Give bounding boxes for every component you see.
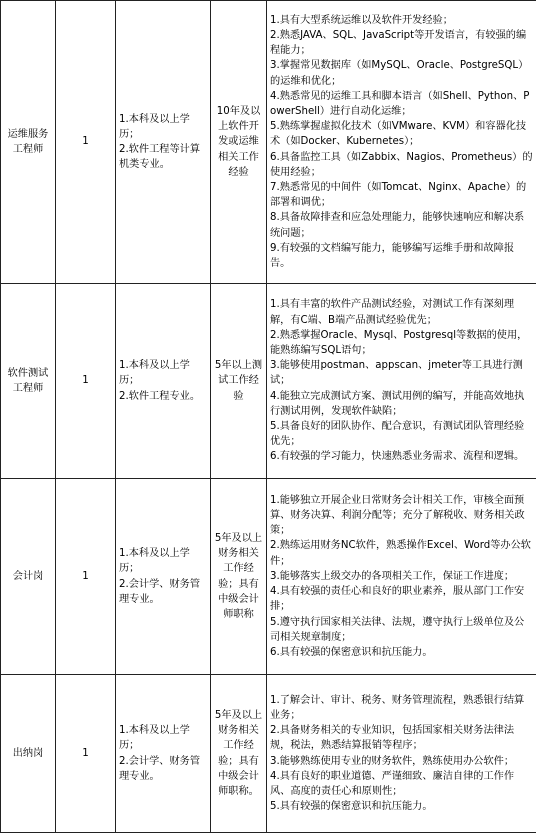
requirement-item: 6.具有较强的保密意识和抗压能力。 xyxy=(270,646,433,658)
experience-requirement: 5年及以上财务相关工作经验；具有中级会计师职称。 xyxy=(211,675,267,833)
experience-requirement: 5年以上测试工作经验 xyxy=(211,284,267,479)
requirement-item: 5.具备良好的团队协作、配合意识，有测试团队管理经验优先； xyxy=(270,421,525,448)
position-title: 软件测试工程师 xyxy=(1,284,56,479)
requirement-item: 3.能够落实上级交办的各项相关工作，保证工作进度； xyxy=(270,570,515,582)
headcount: 1 xyxy=(56,284,116,479)
requirement-item: 3.能够使用postman、appscan、jmeter等工具进行测试； xyxy=(270,360,523,387)
headcount: 1 xyxy=(56,1,116,284)
requirement-item: 2.具备财务相关的专业知识，包括国家相关财务法律法规，税法，熟悉结算报销等程序； xyxy=(270,725,515,752)
job-requirements xyxy=(267,479,536,675)
education-item: 1.本科及以上学历； xyxy=(119,548,190,575)
education-requirement xyxy=(116,284,211,479)
requirement-item: 3.能够熟练使用专业的财务软件，熟练使用办公软件； xyxy=(270,755,515,767)
requirement-item: 6.具备监控工具（如Zabbix、Nagios、Prometheus）的使用经验； xyxy=(270,151,533,178)
requirement-item: 5.遵守执行国家相关法律、法规，遵守执行上级单位及公司相关规章制度； xyxy=(270,616,525,643)
experience-requirement: 5年及以上财务相关工作经验；具有中级会计师职称 xyxy=(211,479,267,675)
education-item: 2.软件工程等计算机类专业。 xyxy=(119,144,201,171)
education-item: 1.本科及以上学历； xyxy=(119,360,190,387)
experience-requirement: 10年及以上软件开发或运维相关工作经验 xyxy=(211,1,267,284)
education-item: 1.本科及以上学历； xyxy=(119,113,190,140)
education-item: 2.软件工程专业。 xyxy=(119,390,201,402)
headcount: 1 xyxy=(56,675,116,833)
job-requirements xyxy=(267,1,536,284)
position-title: 会计岗 xyxy=(1,479,56,675)
requirement-item: 5.具有较强的保密意识和抗压能力。 xyxy=(270,801,433,813)
requirement-item: 7.熟悉常见的中间件（如Tomcat、Nginx、Apache）的部署和调优； xyxy=(270,182,527,209)
table-row xyxy=(1,1,536,284)
requirement-item: 1.了解会计、审计、税务、财务管理流程，熟悉银行结算业务； xyxy=(270,694,525,721)
requirement-item: 4.具有良好的职业道德、严谨细致、廉洁自律的工作作风、高度的责任心和原则性； xyxy=(270,770,515,797)
education-requirement xyxy=(116,1,211,284)
education-requirement xyxy=(116,675,211,833)
requirement-item: 4.具有较强的责任心和良好的职业素养，服从部门工作安排； xyxy=(270,586,525,613)
job-requirements xyxy=(267,284,536,479)
requirement-item: 2.熟悉JAVA、SQL、JavaScript等开发语言，有较强的编程能力； xyxy=(270,29,527,57)
requirement-item: 1.具有丰富的软件产品测试经验，对测试工作有深刻理解，有C端、B端产品测试经验优先； xyxy=(270,299,515,326)
requirement-item: 5.熟练掌握虚拟化技术（如VMware、KVM）和容器化技术（如Docker、Kubernetes）； xyxy=(270,121,527,148)
education-item: 2.会计学、财务管理专业。 xyxy=(119,755,201,782)
requirement-item: 1.能够独立开展企业日常财务会计相关工作，审核全面预算、财务决算、利润分配等；充分了解税收、财务相关政策； xyxy=(270,494,525,537)
requirement-item: 9.有较强的文档编写能力，能够编写运维手册和故障报告。 xyxy=(270,242,515,270)
table-row xyxy=(1,284,536,479)
requirement-item: 1.具有大型系统运维以及软件开发经验； xyxy=(270,14,453,26)
requirement-item: 2.熟悉掌握Oracle、Mysql、Postgresql等数据的使用，能熟练编写SQL语句； xyxy=(270,329,528,356)
position-title: 运维服务工程师 xyxy=(1,1,56,284)
headcount: 1 xyxy=(56,479,116,675)
table-row xyxy=(1,479,536,675)
requirement-item: 2.熟练运用财务NC软件，熟悉操作Excel、Word等办公软件； xyxy=(270,540,531,567)
requirement-item: 8.具备故障排查和应急处理能力，能够快速响应和解决系统问题； xyxy=(270,212,525,239)
education-requirement xyxy=(116,479,211,675)
requirement-item: 3.掌握常见数据库（如MySQL、Oracle、PostgreSQL）的运维和优化； xyxy=(270,60,529,87)
job-requirements xyxy=(267,675,536,833)
requirement-item: 6.有较强的学习能力，快速熟悉业务需求、流程和逻辑。 xyxy=(270,451,525,463)
education-item: 1.本科及以上学历； xyxy=(119,725,190,752)
table-row xyxy=(1,675,536,833)
requirement-item: 4.熟悉常见的运维工具和脚本语言（如Shell、Python、PowerShell）进行自动化运维； xyxy=(270,90,530,117)
requirement-item: 4.能独立完成测试方案、测试用例的编写，并能高效地执行测试用例，发现软件缺陷； xyxy=(270,390,525,417)
position-title: 出纳岗 xyxy=(1,675,56,833)
education-item: 2.会计学、财务管理专业。 xyxy=(119,578,201,605)
